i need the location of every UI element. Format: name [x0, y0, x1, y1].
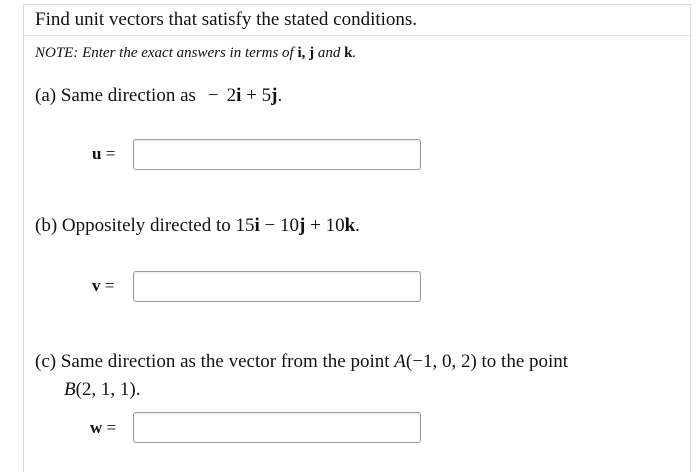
part-b-minus: − [259, 215, 281, 236]
part-c-middle: to the point [476, 351, 569, 372]
part-c-prompt [35, 350, 568, 374]
w-answer-input[interactable] [133, 412, 421, 443]
part-c-point-a: A [394, 351, 406, 372]
part-c-label: (c) Same direction as the vector from the point [35, 351, 395, 372]
part-b-end: . [355, 215, 360, 236]
part-c-continuation [64, 378, 141, 402]
part-b-prompt [35, 214, 360, 238]
note-end: . [352, 45, 357, 61]
part-a-coef2: 5 [261, 85, 272, 106]
part-a-plus: + [241, 85, 262, 106]
v-equals: = [104, 276, 115, 295]
note-joiner: and [314, 45, 345, 61]
part-c-coords-a: (−1, 0, 2) [405, 351, 477, 372]
u-variable: u [92, 144, 102, 163]
w-equals: = [106, 418, 117, 437]
v-answer-input[interactable] [133, 271, 421, 302]
part-b-coef1: 15 [235, 215, 255, 236]
part-a-label: (a) Same direction as [35, 85, 196, 106]
part-b-coef3: 10 [325, 215, 345, 236]
header-divider [24, 35, 690, 36]
part-c-coords-b: (2, 1, 1). [75, 379, 141, 400]
v-variable: v [92, 276, 101, 295]
w-variable: w [90, 418, 103, 437]
note-vector-k: k [344, 45, 353, 61]
part-b-plus: + [305, 215, 326, 236]
part-b-vec-i: i [254, 215, 260, 236]
part-b-label: (b) Oppositely directed to [35, 215, 231, 236]
note-prefix: NOTE: Enter the exact answers in terms of [35, 45, 298, 61]
u-equals: = [105, 144, 116, 163]
part-a-minus: − [207, 85, 219, 106]
part-a-end: . [277, 85, 283, 106]
part-c-point-b: B [64, 379, 76, 400]
question-title: Find unit vectors that satisfy the stated conditions. [35, 9, 418, 30]
part-a-prompt [35, 84, 282, 108]
part-b-vec-j: j [299, 215, 306, 236]
part-b-vec-k: k [344, 215, 356, 236]
note-text [35, 43, 356, 63]
w-label [90, 418, 116, 438]
part-a-vec-i: i [236, 85, 242, 106]
note-vectors-ij: i, j [297, 45, 315, 61]
part-b-coef2: 10 [280, 215, 300, 236]
u-label [92, 144, 115, 164]
u-answer-input[interactable] [133, 139, 421, 170]
part-a-coef1: 2 [226, 85, 237, 106]
v-label [92, 276, 114, 296]
part-a-vec-j: j [271, 85, 278, 106]
